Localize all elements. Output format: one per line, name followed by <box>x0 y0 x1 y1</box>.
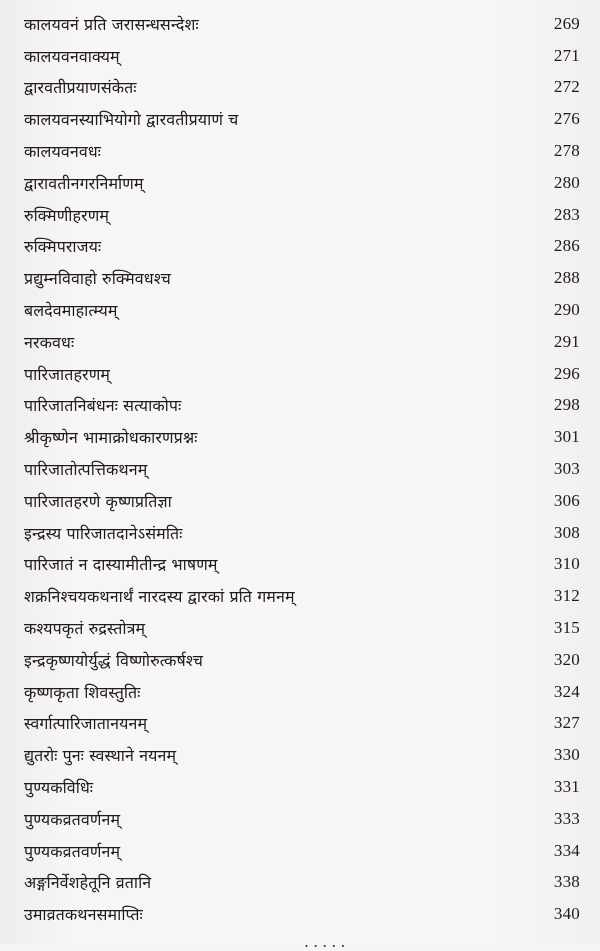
toc-entry-page-number: 272 <box>553 77 580 97</box>
toc-entry-title: पुण्यकविधिः <box>24 778 94 798</box>
toc-entry <box>24 199 580 231</box>
toc-entry-page-number: 338 <box>553 872 580 892</box>
toc-entry-title: कालयवनवधः <box>24 142 102 162</box>
toc-entry-page-number: 298 <box>553 395 580 415</box>
toc-entry-title: शक्रनिश्चयकथनार्थं नारदस्य द्वारकां प्रति गमनम् <box>24 587 295 607</box>
toc-entry-title: कृष्णकृता शिवस्तुतिः <box>24 682 141 702</box>
toc-entry <box>24 8 580 40</box>
toc-entry <box>24 612 580 644</box>
toc-entry-page-number: 291 <box>553 331 580 351</box>
toc-entry-title: इन्द्रकृष्णयोर्युद्धं विष्णोरुत्कर्षश्च <box>24 650 204 670</box>
toc-entry <box>24 40 580 72</box>
toc-entry-page-number: 269 <box>553 13 580 33</box>
toc-entry-page-number: 324 <box>553 681 580 701</box>
toc-entry <box>24 103 580 135</box>
toc-entry-title: उमाव्रतकथनसमाप्तिः <box>24 905 143 925</box>
table-of-contents <box>24 8 580 930</box>
toc-entry-title: इन्द्रस्य पारिजातदानेऽसंमतिः <box>24 523 183 543</box>
toc-entry <box>24 453 580 485</box>
toc-entry-page-number: 331 <box>553 777 580 797</box>
toc-entry-title: कश्यपकृतं रुद्रस्तोत्रम् <box>24 619 146 639</box>
toc-entry <box>24 231 580 263</box>
toc-entry-page-number: 320 <box>553 649 580 669</box>
toc-entry-title: पारिजातनिबंधनः सत्याकोपः <box>24 396 182 416</box>
toc-entry-page-number: 290 <box>553 300 580 320</box>
toc-entry-title: कालयवनं प्रति जरासन्धसन्देशः <box>24 14 199 34</box>
toc-entry <box>24 644 580 676</box>
toc-entry-page-number: 308 <box>553 522 580 542</box>
toc-entry-page-number: 340 <box>553 904 580 924</box>
end-ornament: ..... <box>304 932 350 951</box>
toc-entry-title: पुण्यकव्रतवर्णनम् <box>24 841 121 861</box>
toc-entry-title: स्वर्गात्पारिजातानयनम् <box>24 714 148 734</box>
toc-entry-title: नरकवधः <box>24 332 75 352</box>
toc-entry <box>24 294 580 326</box>
toc-entry <box>24 676 580 708</box>
toc-entry <box>24 803 580 835</box>
toc-entry <box>24 358 580 390</box>
toc-entry <box>24 898 580 930</box>
toc-entry-page-number: 327 <box>553 713 580 733</box>
toc-entry-title: प्रद्युम्नविवाहो रुक्मिवधश्च <box>24 269 171 289</box>
toc-entry <box>24 262 580 294</box>
toc-entry-title: पारिजातोत्पत्तिकथनम् <box>24 460 148 480</box>
toc-entry-title: कालयवनस्याभियोगो द्वारवतीप्रयाणं च <box>24 110 239 130</box>
toc-entry-page-number: 333 <box>553 808 580 828</box>
toc-entry <box>24 835 580 867</box>
toc-entry-title: पुण्यकव्रतवर्णनम् <box>24 809 121 829</box>
toc-entry-title: अङ्गनिर्वेशहेतूनि व्रतानि <box>24 873 152 893</box>
toc-entry <box>24 708 580 740</box>
toc-entry-page-number: 286 <box>553 236 580 256</box>
toc-entry-title: द्वारवतीप्रयाणसंकेतः <box>24 78 137 98</box>
toc-entry-title: पारिजातहरणे कृष्णप्रतिज्ञा <box>24 491 172 511</box>
toc-entry <box>24 135 580 167</box>
toc-entry-title: रुक्मिपराजयः <box>24 237 102 257</box>
toc-entry-title: श्रीकृष्णेन भामाक्रोधकारणप्रश्नः <box>24 428 198 448</box>
toc-entry-page-number: 334 <box>553 840 580 860</box>
toc-entry-title: कालयवनवाक्यम् <box>24 46 120 66</box>
toc-entry <box>24 549 580 581</box>
toc-entry-page-number: 276 <box>553 109 580 129</box>
toc-entry <box>24 421 580 453</box>
toc-entry-page-number: 278 <box>553 141 580 161</box>
toc-entry <box>24 771 580 803</box>
toc-entry-title: बलदेवमाहात्म्यम् <box>24 301 118 321</box>
toc-entry <box>24 867 580 899</box>
toc-entry <box>24 485 580 517</box>
toc-entry-title: द्वारावतीनगरनिर्माणम् <box>24 173 144 193</box>
toc-entry-title: पारिजातं न दास्यामीतीन्द्र भाषणम् <box>24 555 218 575</box>
toc-entry-page-number: 280 <box>553 172 580 192</box>
toc-entry-page-number: 301 <box>553 427 580 447</box>
toc-entry <box>24 167 580 199</box>
toc-entry-page-number: 315 <box>553 618 580 638</box>
toc-entry <box>24 326 580 358</box>
toc-entry-title: रुक्मिणीहरणम् <box>24 205 110 225</box>
toc-entry <box>24 390 580 422</box>
toc-entry <box>24 72 580 104</box>
toc-entry-page-number: 296 <box>553 363 580 383</box>
toc-entry <box>24 517 580 549</box>
toc-entry <box>24 580 580 612</box>
toc-entry-title: द्युतरोः पुनः स्वस्थाने नयनम् <box>24 746 177 766</box>
toc-entry-page-number: 288 <box>553 268 580 288</box>
toc-entry-page-number: 283 <box>553 204 580 224</box>
toc-entry <box>24 739 580 771</box>
toc-entry-page-number: 271 <box>553 45 580 65</box>
toc-entry-page-number: 312 <box>553 586 580 606</box>
toc-entry-page-number: 310 <box>553 554 580 574</box>
toc-entry-page-number: 306 <box>553 490 580 510</box>
toc-entry-title: पारिजातहरणम् <box>24 364 111 384</box>
toc-entry-page-number: 330 <box>553 745 580 765</box>
toc-entry-page-number: 303 <box>553 459 580 479</box>
